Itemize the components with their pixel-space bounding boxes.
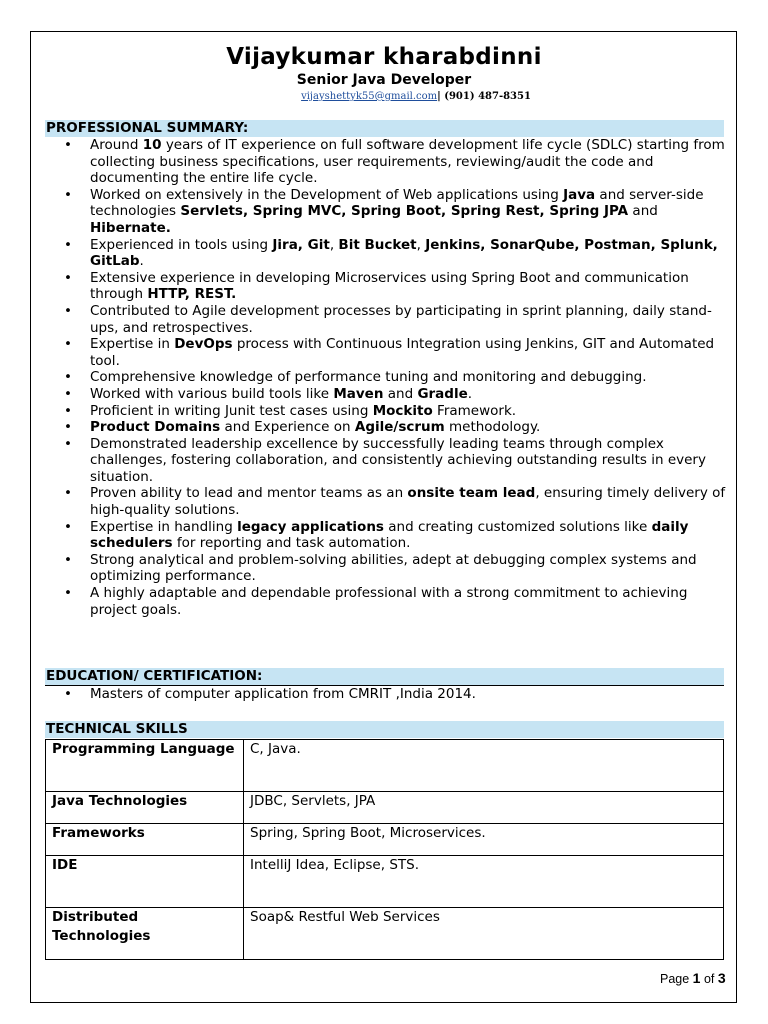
summary-item [45,552,727,585]
bullet-icon: • [64,686,72,702]
education-text: Masters of computer application from CMRIT ,India 2014. [90,686,476,702]
summary-keyword: Mockito [372,402,433,419]
summary-keyword: DevOps [174,336,233,353]
bullet-icon: • [64,236,72,253]
skill-category: Frameworks [46,824,244,856]
skill-category: Programming Language [46,740,244,792]
summary-text: and creating customized solutions like [383,518,652,535]
summary-keyword: Bit Bucket [338,236,417,253]
education-heading: EDUCATION/ CERTIFICATION: [45,668,724,686]
skills-row [46,908,724,960]
bullet-icon: • [64,485,72,502]
contact-line [0,91,768,102]
skill-value: JDBC, Servlets, JPA [244,792,724,824]
page-label: Page [660,972,693,986]
contact-separator: | [437,91,441,102]
summary-item [45,187,727,237]
bullet-icon: • [64,419,72,436]
bullet-icon: • [64,435,72,452]
summary-text: Experienced in tools using [90,236,273,253]
summary-text: Framework. [432,402,517,419]
summary-item [45,403,727,420]
summary-text: Expertise in [90,336,175,353]
summary-keyword: Gradle [417,385,468,402]
summary-keyword: Maven [333,385,384,402]
phone-number: (901) 487-8351 [440,91,531,102]
summary-text: Proficient in writing Junit test cases using [90,402,373,419]
bullet-icon: • [64,269,72,286]
summary-text: Demonstrated leadership excellence by successfully leading teams through complex challenges, fostering collaboration, and consistently achieving outstanding results in every situation. [90,435,706,485]
skill-category: IDE [46,856,244,908]
summary-keyword: HTTP, REST. [147,286,237,303]
bullet-icon: • [64,302,72,319]
bullet-icon: • [64,551,72,568]
job-title: Senior Java Developer [296,72,472,88]
summary-text: . [139,253,144,270]
summary-text: methodology. [444,419,541,436]
education-list [45,686,727,703]
summary-keyword: Servlets, Spring MVC, Spring Boot, Spring Rest, Spring JPA [180,203,629,220]
email-link[interactable]: vijayshettyk55@gmail.com [301,91,438,102]
candidate-name: Vijaykumar kharabdinni [226,44,542,70]
summary-text: , [416,236,426,253]
bullet-icon: • [64,336,72,353]
skill-value: C, Java. [244,740,724,792]
summary-text: A highly adaptable and dependable professional with a strong commitment to achieving project goals. [90,585,688,618]
summary-text: for reporting and task automation. [172,535,411,552]
summary-item [45,519,727,552]
bullet-icon: • [64,518,72,535]
bullet-icon: • [64,585,72,602]
summary-item [45,386,727,403]
summary-item [45,436,727,486]
summary-item [45,369,727,386]
summary-keyword: Jira, Git [272,236,330,253]
summary-keyword: daily schedulers [90,518,689,552]
summary-item [45,336,727,369]
summary-text: Contributed to Agile development processes by participating in sprint planning, daily stand-ups, and retrospectives. [90,302,712,336]
page-of-label: of [700,972,718,986]
bullet-icon: • [64,137,72,153]
summary-text: and server-side technologies [90,186,704,220]
bullet-icon: • [64,369,72,386]
bullet-icon: • [64,186,72,203]
summary-text: and [628,203,658,220]
summary-keyword: Hibernate. [90,219,171,236]
summary-text: years of IT experience on full software development life cycle (SDLC) starting from collecting business specifications, user requirements, reviewing/audit the code and documenting the entire life cycle. [90,137,725,187]
technical-skills-heading: TECHNICAL SKILLS [45,721,724,738]
summary-keyword: Java [563,186,596,203]
summary-item [45,270,727,303]
summary-item [45,419,727,436]
summary-keyword: 10 [142,137,162,153]
summary-text: , ensuring timely delivery of high-quality solutions. [90,485,726,519]
summary-text: Expertise in handling [90,518,238,535]
summary-text: Comprehensive knowledge of performance tuning and monitoring and debugging. [90,369,647,386]
summary-text: , [329,236,339,253]
summary-item [45,303,727,336]
skill-value: IntelliJ Idea, Eclipse, STS. [244,856,724,908]
current-page-number: 1 [692,970,701,986]
technical-skills-table [45,739,724,960]
bullet-icon: • [64,385,72,402]
summary-keyword: Product Domains [90,419,221,436]
summary-item [45,585,727,618]
summary-text: Extensive experience in developing Microservices using Spring Boot and communication through [90,269,689,303]
total-pages-number: 3 [717,970,726,986]
summary-text: Worked on extensively in the Development of Web applications using [90,186,564,203]
summary-text: process with Continuous Integration using Jenkins, GIT and Automated tool. [90,336,715,369]
summary-keyword: legacy applications [237,518,384,535]
summary-text: and Experience on [220,419,355,436]
summary-keyword: Agile/scrum [354,419,445,436]
bullet-icon: • [64,402,72,419]
skills-row [46,824,724,856]
summary-text: Around [90,137,143,153]
summary-keyword: Jenkins, SonarQube, Postman, Splunk, GitLab [90,236,718,270]
summary-text: and [383,385,418,402]
skills-row [46,792,724,824]
summary-keyword: onsite team lead [407,485,536,502]
skill-category: Java Technologies [46,792,244,824]
education-item [45,686,727,703]
summary-text: Proven ability to lead and mentor teams as an [90,485,408,502]
summary-item [45,137,727,187]
skills-row [46,740,724,792]
summary-item [45,485,727,518]
summary-text: . [467,385,473,402]
skill-category: Distributed Technologies [46,908,244,960]
summary-item [45,237,727,270]
summary-list [45,137,727,618]
summary-text: Worked with various build tools like [90,385,334,402]
professional-summary-heading: PROFESSIONAL SUMMARY: [45,120,724,137]
summary-text: Strong analytical and problem-solving abilities, adept at debugging complex systems and optimizing performance. [90,551,697,585]
skill-value: Soap& Restful Web Services [244,908,724,960]
skill-value: Spring, Spring Boot, Microservices. [244,824,724,856]
page-footer [660,970,726,986]
skills-row [46,856,724,908]
